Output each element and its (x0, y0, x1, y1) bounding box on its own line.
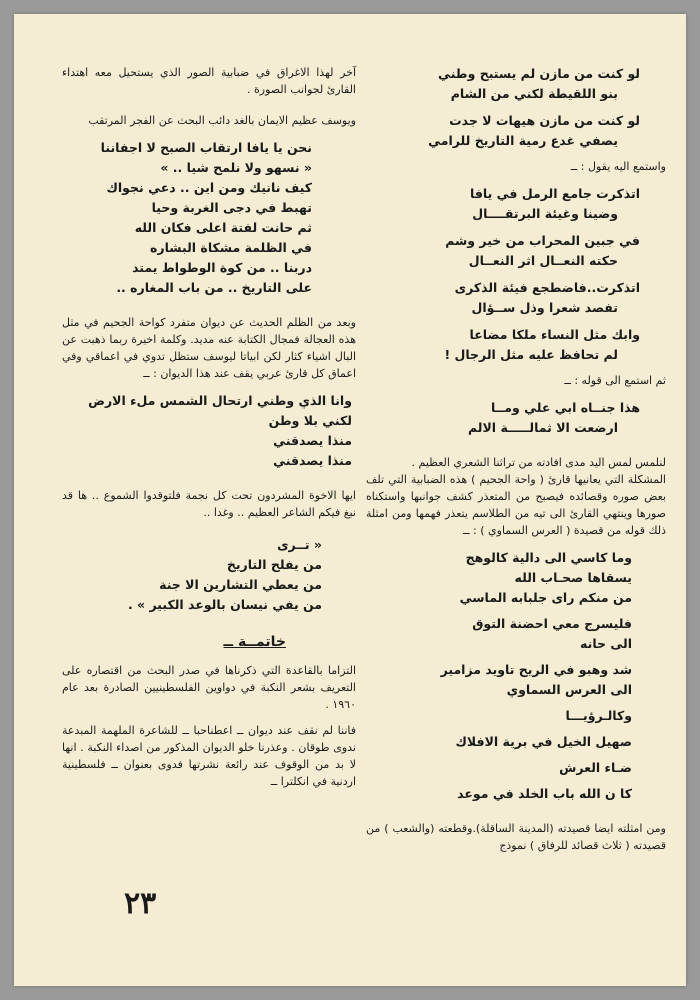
verse-line: اتذكرت جامع الرمل في يافا (470, 186, 640, 201)
paragraph: التزاما بالقاعدة التي ذكرناها في صدر البحث من اقتصاره على التعريف بشعر النكبة في دواوين الفلسطينيين الصادرة بعد عام ١٩٦٠ . (62, 664, 356, 711)
verse-line: وما كاسي الى دالية كالوهج (465, 550, 632, 565)
paragraph: وبعد من الظلم الحديث عن ديوان متفرد كواحة الجحيم في مثل هذه العجالة فمجال الكتابة عنه مديد. وكلمة اخيرة ربما ذهبت عن البال اشياء كثار لكن ابياتا ليوسف ستظل تدوي في اعماقي وفي اعماق كل قارئ عربي يقف عند هذا الديوان : ــ (62, 316, 356, 380)
verse-line: لو كنت من مازن لم يستبح وطني (438, 66, 640, 81)
poem-block (366, 548, 666, 804)
verse-line: لو كنت من مازن هيهات لا جدت (449, 113, 640, 128)
verse-line: شد وهبو في الريح تاويد مزامير (440, 662, 632, 677)
verse-line: دربنا .. من كوة الوطواط يمتد (132, 260, 312, 275)
verse-line: اتذكرت..فاضطجع فيئة الذكرى (454, 280, 640, 295)
verse-line: « تــرى (277, 537, 322, 552)
verse-line: منذا يصدقني (273, 433, 352, 448)
verse-line: حكته النعــال اثر النعــال (468, 253, 618, 268)
verse-line: بنو اللقيطة لكني من الشام (450, 86, 618, 101)
poem-block (62, 535, 356, 615)
verse-line: وضينا وغيئة البرتقــــال (472, 206, 618, 221)
paragraph: ومن امثلته ايضا قصيدته (المدينة الساقلة).وقطعته (والشعب ) من قصيدته ( ثلاث قصائد للرفاق ) نموذج (366, 822, 666, 852)
paragraph: آخر لهذا الاغراق في ضبابية الصور الذي يستحيل معه اهتداء القارئ لجوانب الصورة . (62, 66, 356, 96)
paragraph: المشكلة التي يعانيها قارئ ( واحة الجحيم ) هذه الضبابية التي تلف بعض صوره وقصائده فيصبح من المتعذر كشف جوانبها واستكناه صورها وينتهي القارئ الى تيه من الطلاسم يتعذر فهمها ومن امثلة ذلك قوله من قصيدة ( العرس السماوي ) : ــ (366, 473, 666, 537)
verse-line: كا ن الله باب الخلد في موعد (457, 786, 632, 801)
verse (366, 231, 666, 271)
verse-line: الى العرس السماوي (506, 682, 632, 697)
verse-line: تهبط في دجى الغربة وحيا (151, 200, 312, 215)
verse-line: يسقاها صحـاب الله (514, 570, 632, 585)
verse-line: على التاريخ .. من باب المغاره .. (116, 280, 312, 295)
verse (366, 398, 666, 438)
verse-line: في الظلمة مشكاة البشاره (150, 240, 312, 255)
verse-line: لكني بلا وطن (268, 413, 352, 428)
verse (366, 325, 666, 365)
document-page (14, 14, 686, 986)
paragraph: ايها الاخوة المشردون تحت كل نجمة فلتوقدوا الشموع .. ها قد نبغ فيكم الشاعر العظيم .. وغدا .. (62, 489, 356, 519)
verse-line: كيف نانيك ومن اين .. دعي نجواك (106, 180, 312, 195)
verse-line: ثم حانت لفتة اعلى فكان الله (134, 220, 312, 235)
verse-line: ضـاء العرش (559, 760, 632, 775)
verse (366, 184, 666, 224)
page-number: ٢٣ (124, 886, 157, 921)
verse-line: وابك مثل النساء ملكا مضاعا (469, 327, 640, 342)
verse-line: فليسرج معي احضنة التوق (472, 616, 632, 631)
prose-line: ثم استمع الى قوله : ــ (564, 374, 666, 387)
verse-line: ارضعت الا ثمالـــــة الالم (468, 420, 618, 435)
verse-line: وكالـرؤيـــا (565, 708, 632, 723)
verse-line: لم تحافظ عليه مثل الرجال ! (444, 347, 618, 362)
verse-line: من يفي نيسان بالوعد الكبير » . (127, 597, 322, 612)
verse-line: « نسهو ولا نلمح شيا .. » (160, 160, 312, 175)
prose-line: واستمع اليه يقول : ــ (570, 160, 666, 173)
left-column (62, 64, 356, 790)
right-column (366, 64, 666, 854)
verse-line: هذا جنــاه ابي علي ومــا (491, 400, 640, 415)
section-heading: خاتمــة ــ (223, 634, 286, 650)
poem-block (62, 391, 356, 471)
verse-line: في جبين المحراب من خير وشم (445, 233, 640, 248)
verse (366, 278, 666, 318)
verse-line: وانا الذي وطني ارتحال الشمس ملء الارض (88, 393, 352, 408)
verse-line: منذا يصدقني (273, 453, 352, 468)
verse-line: يصفي غدع رمية التاريخ للرامي (428, 133, 618, 148)
verse-line: من يعطي التشارين الا جنة (159, 577, 322, 592)
paragraph: ويوسف عظيم الايمان بالغد دائب البحث عن الفجر المرتقب (88, 114, 356, 127)
verse-line: الى حانه (580, 636, 632, 651)
verse-line: تفصد شعرا وذل ســؤال (471, 300, 618, 315)
verse (366, 111, 666, 151)
verse-line: من منكم راى جلبابه الماسي (459, 590, 632, 605)
paragraph: لنلمس لمس اليد مدى افادته من تراثنا الشعري العظيم . (411, 456, 666, 469)
verse-line: من يفلح التاريخ (226, 557, 322, 572)
verse-line: نحن يا يافا ارتقاب الصبح لا اجفاننا (100, 140, 312, 155)
paragraph: فاننا لم نقف عند ديوان ــ اعطناحبا ــ للشاعرة الملهمة المبدعة ندوى طوقان . وعذرنا خلو الديوان المذكور من اصداء النكبة . انها لا بد من الوقوف عند رائعة نشرتها فدوى بعنوان ــ فلسطينية اردنية في انكلترا ــ (62, 724, 356, 788)
verse-line: صهيل الخيل في برية الافلاك (455, 734, 632, 749)
poem-block (62, 138, 356, 298)
verse (366, 64, 666, 104)
